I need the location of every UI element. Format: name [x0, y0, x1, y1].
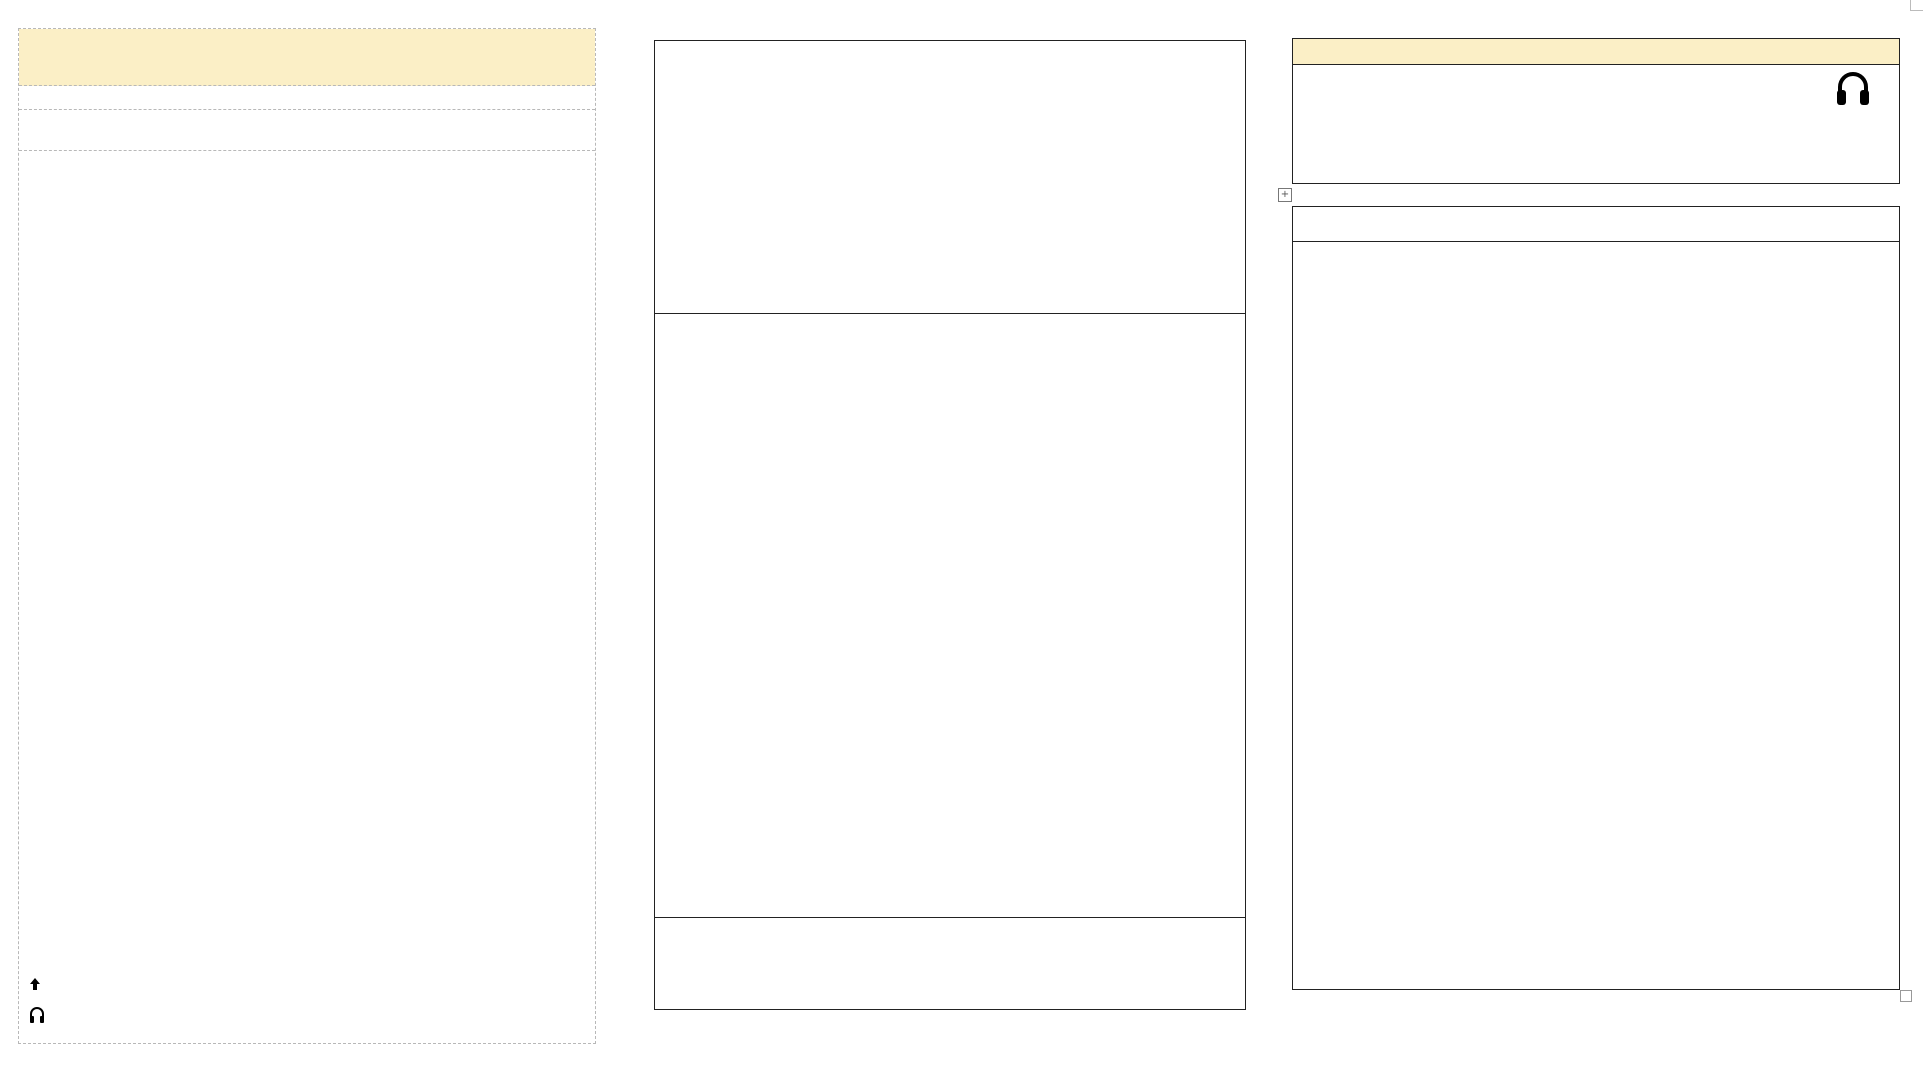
translation-header [1293, 39, 1899, 65]
headphone-icon [29, 1006, 45, 1024]
worship-header [19, 29, 595, 86]
stand-up-icon [29, 977, 41, 991]
translation-panel [1292, 38, 1900, 184]
table-move-handle[interactable]: + [1278, 188, 1292, 202]
order-of-worship-panel [18, 28, 596, 1044]
divider [655, 917, 1245, 918]
note-stand [29, 969, 45, 1000]
offering-header [1293, 207, 1899, 242]
divider [655, 313, 1245, 314]
leader-row [19, 109, 595, 151]
catechism-panel [654, 40, 1246, 1010]
table-resize-handle[interactable] [1900, 990, 1912, 1002]
headphone-icon [1835, 69, 1871, 109]
page-corner [1910, 0, 1923, 11]
worship-notes [29, 969, 45, 1031]
offering-panel [1292, 206, 1900, 990]
note-translation [29, 1000, 45, 1031]
